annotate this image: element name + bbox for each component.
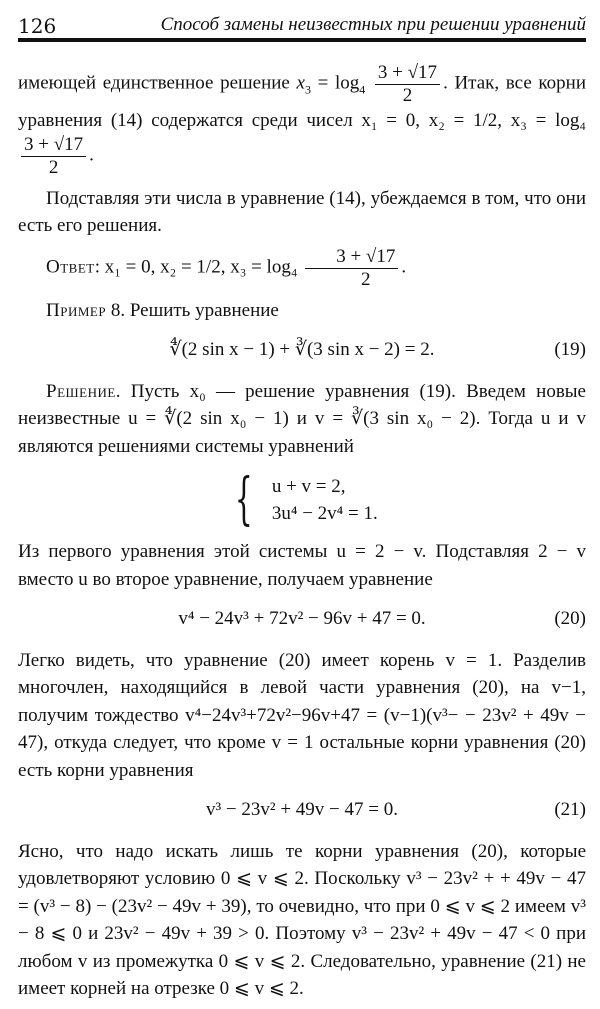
equation-19 [18,336,586,364]
equation-20 [18,605,586,633]
paragraph-substitution: Подставляя эти числа в уравнение (14), убеждаемся в том, что они есть его решения. [18,187,586,237]
system-lines [272,472,378,528]
equation-21-body: v³ − 23v² + 49v − 47 = 0. [205,799,398,821]
system-block [18,466,586,538]
solution-label: Решение [46,380,116,402]
system-line-1: u + v = 2, [271,475,346,497]
solution-text: . Пусть x₀ — решение уравнения (19). Введем новые неизвестные u = ∜(2 sin x₀ − 1) и v = ∛(3 sin x₀ − 2). Тогда u и v являются решениями системы уравнений [18,380,586,457]
example-text: 8. Решить уравнение [106,299,279,321]
paragraph-factor: Легко видеть, что уравнение (20) имеет корень v = 1. Разделив многочлен, находящийся в левой части уравнения (20), на v−1, получим тождество v⁴−24v³+72v²−96v+47 = (v−1)(v³− − 23v² + 49v − 47), откуда следует, что кроме v = 1 остальные корни уравнения (20) есть корни уравнения [18,649,586,781]
fraction: $\frac{3 + √17}{2}$ [305,246,398,291]
example-label: Пример [46,299,107,321]
answer-label: Ответ [46,256,95,278]
answer-line: Ответ: x₁ = 0, x₂ = 1/2, x₃ = log₄ $\frac{3 + √17}{2}$ . [46,245,407,290]
system-line-2: 3u⁴ − 2v⁴ = 1. [271,503,378,525]
equation-21 [18,796,586,824]
page-content [18,62,586,1009]
page-header [18,8,586,42]
running-title: Способ замены неизвестных при решении уравнений [160,14,586,35]
paragraph-roots: имеющей единственное решение $x_3 = \log_4$ $\frac{3 + √17}{2}$ . Итак, все корни уравнения (14) содержатся среди чисел x₁ = 0, x₂ = 1/2, x₃ = log₄ $\frac{3 + √17}{2}$ . [18,62,587,179]
paragraph-substitute: Из первого уравнения этой системы u = 2 − v. Подставляя 2 − v вместо u во второе уравнение, получаем уравнение [18,541,586,590]
fraction-numerator: 3 + √17 [375,62,440,85]
p1-prefix: имеющей единственное решение [18,72,297,94]
fraction-denominator: 2 [402,84,413,106]
page-number: 126 [18,14,57,38]
equation-19-body: ∜(2 sin x − 1) + ∛(3 sin x − 2) = 2. [169,339,435,361]
p1-mid: . Итак, все корни уравнения (14) содержатся среди чисел [18,72,587,131]
answer-roots: : x₁ = 0, x₂ = 1/2, x₃ = log₄ [94,256,298,278]
solution-paragraph [18,378,586,461]
fraction: $\frac{3 + √17}{2}$ [21,134,86,179]
equation-19-number: (19) [554,339,586,361]
fraction [375,62,440,107]
equation-20-body: v⁴ − 24v³ + 72v² − 96v + 47 = 0. [178,608,426,630]
equation-system [226,467,378,533]
p1-roots: x₁ = 0, x₂ = 1/2, x₃ = log₄ [361,109,586,131]
equation-20-number: (20) [554,608,586,630]
paragraph-conclusion: Ясно, что надо искать лишь те корни уравнения (20), которые удовлетворяют условию 0 ⩽ v ⩽ 2. Поскольку v³ − 23v² + + 49v − 47 = (v³ − 8) − (23v² − 49v + 39), то очевидно, что при 0 ⩽ v ⩽ 2 имеем v³ − 8 ⩽ 0 и 23v² − 49v + 39 > 0. Поэтому v³ − 23v² + 49v − 47 < 0 при любом v из промежутка 0 ⩽ v ⩽ 2. Следовательно, уравнение (21) не имеет корней на отрезке 0 ⩽ v ⩽ 2. [18,840,586,1000]
example-line [18,297,586,325]
brace-icon: { [235,467,253,533]
equation-21-number: (21) [554,799,586,821]
